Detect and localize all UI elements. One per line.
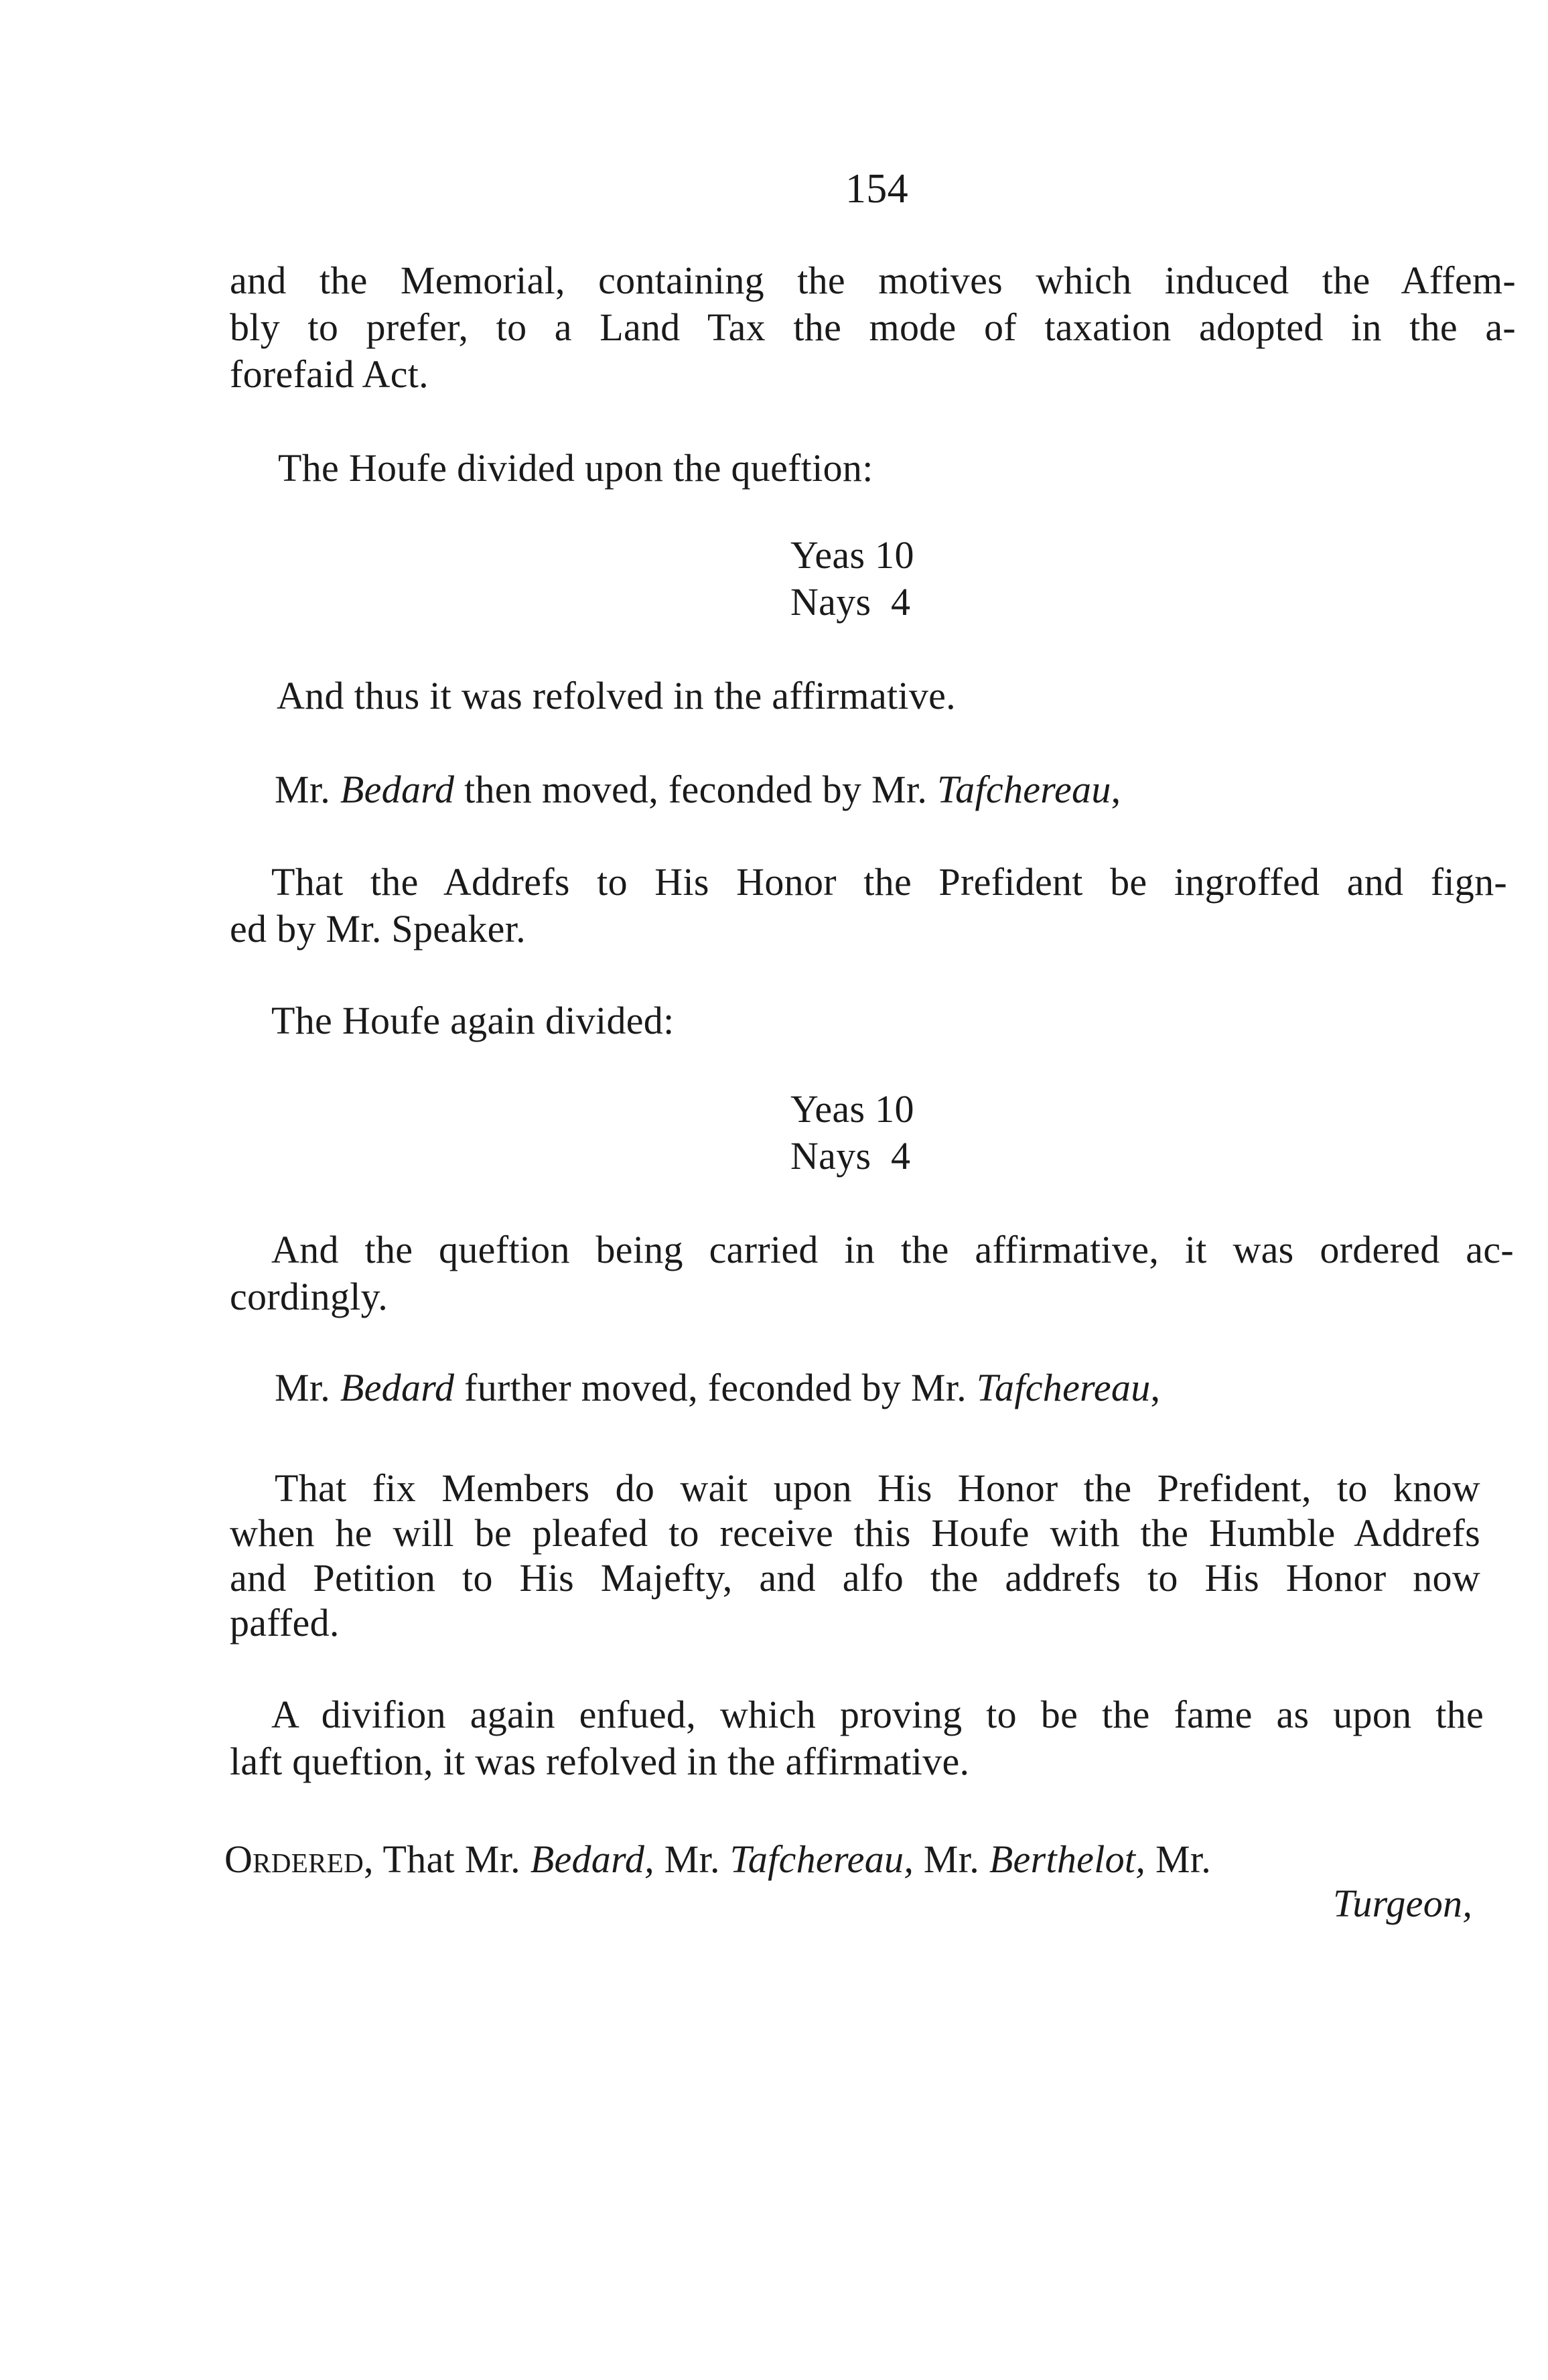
p11-name-berthelot: Berthelot, xyxy=(989,1837,1146,1881)
paragraph-9-line-1: That fix Members do wait upon His Honor the Prefident, to know xyxy=(275,1466,1480,1510)
vote-2-nays: Nays 4 xyxy=(790,1134,911,1178)
paragraph-4 xyxy=(275,767,1121,813)
p11-text-1: That Mr. xyxy=(373,1837,531,1881)
paragraph-2: The Houfe divided upon the queftion: xyxy=(278,446,873,490)
p8-post: , xyxy=(1150,1366,1161,1409)
paragraph-9-line-3: and Petition to His Majefty, and alfo the addrefs to His Honor now xyxy=(230,1556,1480,1600)
paragraph-5-line-2: ed by Mr. Speaker. xyxy=(230,907,526,951)
p11-text-2: Mr. xyxy=(654,1837,730,1881)
p11-name-bedard: Bedard, xyxy=(530,1837,654,1881)
paragraph-10-line-1: A divifion again enfued, which proving to be the fame as upon the xyxy=(271,1693,1484,1736)
vote-2-yeas: Yeas 10 xyxy=(790,1087,914,1131)
paragraph-9-line-2: when he will be pleafed to receive this Houfe with the Humble Addrefs xyxy=(230,1511,1480,1555)
p11-text-4: Mr. xyxy=(1145,1837,1212,1881)
p11-name-turgeon: Turgeon, xyxy=(1333,1882,1473,1925)
paragraph-8 xyxy=(275,1365,1160,1411)
p8-name-taschereau: Tafchereau xyxy=(976,1366,1151,1409)
paragraph-7-line-1: And the queftion being carried in the affirmative, it was ordered ac- xyxy=(271,1228,1514,1271)
vote-1-nays: Nays 4 xyxy=(790,580,911,624)
paragraph-6: The Houfe again divided: xyxy=(271,999,675,1042)
p4-name-bedard: Bedard xyxy=(340,768,455,811)
paragraph-11-line-1 xyxy=(224,1837,1211,1882)
page-number: 154 xyxy=(845,166,908,212)
vote-1-yeas: Yeas 10 xyxy=(790,533,914,577)
paragraph-1-line-2: bly to prefer, to a Land Tax the mode of taxation adopted in the a- xyxy=(230,305,1516,349)
paragraph-3: And thus it was refolved in the affirmative. xyxy=(277,674,956,717)
paragraph-5-line-1: That the Addrefs to His Honor the Prefident be ingroffed and fign- xyxy=(271,860,1507,904)
p4-pre: Mr. xyxy=(275,768,340,811)
paragraph-9-line-4: paffed. xyxy=(230,1601,340,1644)
p8-name-bedard: Bedard xyxy=(340,1366,455,1409)
p4-mid: then moved, feconded by Mr. xyxy=(454,768,937,811)
p8-mid: further moved, feconded by Mr. xyxy=(454,1366,977,1409)
p11-text-3: Mr. xyxy=(914,1837,989,1881)
p4-name-taschereau: Tafchereau xyxy=(936,768,1111,811)
p4-post: , xyxy=(1111,768,1121,811)
p11-name-taschereau: Tafchereau, xyxy=(729,1837,914,1881)
paragraph-1-line-1: and the Memorial, containing the motives which induced the Affem- xyxy=(230,259,1516,302)
paragraph-7-line-2: cordingly. xyxy=(230,1275,389,1318)
ordered-label: Ordered, xyxy=(224,1837,374,1881)
p8-pre: Mr. xyxy=(275,1366,340,1409)
paragraph-1-line-3: forefaid Act. xyxy=(230,352,429,396)
paragraph-10-line-2: laft queftion, it was refolved in the affirmative. xyxy=(230,1740,970,1783)
